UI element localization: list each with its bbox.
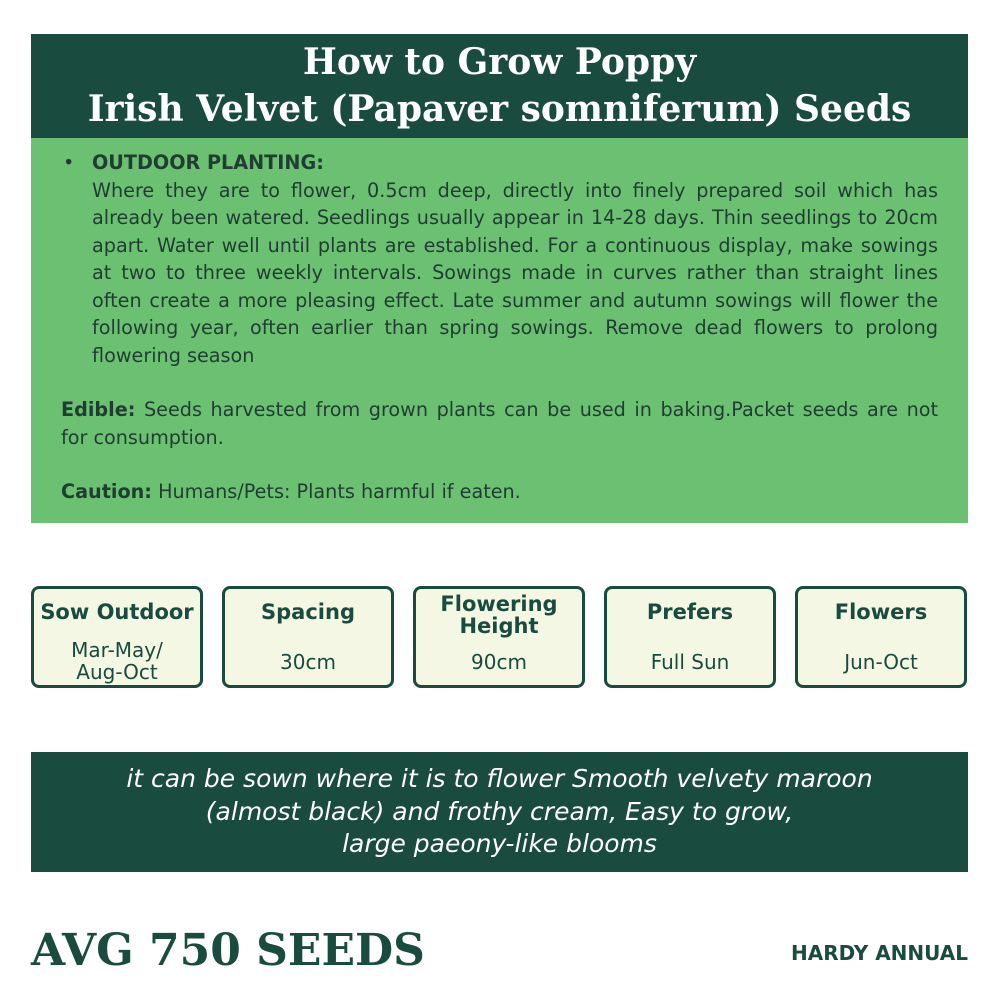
edible-note: [61, 396, 938, 451]
sow-outdoor-value-line-1: Mar-May/: [71, 638, 163, 662]
packet-title-banner: [31, 34, 968, 138]
flowering-height-card: [413, 586, 585, 688]
prefers-value: Full Sun: [650, 650, 730, 674]
seed-count: AVG 750 SEEDS: [31, 925, 425, 976]
title-line-2: Irish Velvet (Papaver somniferum) Seeds: [87, 88, 912, 130]
edible-label: Edible:: [61, 398, 136, 421]
edible-text: Seeds harvested from grown plants can be used in baking.Packet seeds are not for consumption.: [61, 398, 938, 449]
tagline-line-1: it can be sown where it is to flower Smooth velvety maroon: [126, 764, 873, 794]
caution-note: [61, 478, 938, 506]
title-line-1: How to Grow Poppy: [302, 41, 697, 83]
bullet-icon: •: [63, 151, 75, 174]
prefers-card: [604, 586, 776, 688]
growing-facts: [31, 586, 968, 690]
flowering-height-value: 90cm: [471, 650, 527, 674]
outdoor-planting-heading: OUTDOOR PLANTING:: [92, 151, 324, 174]
flowering-height-label: [416, 593, 582, 637]
sow-outdoor-card: [31, 586, 203, 688]
outdoor-planting-text: Where they are to flower, 0.5cm deep, directly into finely prepared soil which has already been watered. Seedlings usually appear in 14-28 days. Thin seedlings to 20cm apart. Water well until plants are established. For a continuous display, make sowings at two to three weekly intervals. Sowings made in curves rather than straight lines often create a more pleasing effect. Late summer and autumn sowings will flower the following year, often earlier than spring sowings. Remove dead flowers to prolong flowering season: [92, 178, 938, 367]
spacing-card: [222, 586, 394, 688]
flowers-label: Flowers: [834, 600, 928, 624]
flowering-height-label-line-2: Height: [459, 614, 539, 638]
planting-instructions: [31, 138, 968, 523]
sow-outdoor-value: [34, 639, 200, 683]
caution-label: Caution:: [61, 480, 152, 503]
tagline-line-2: (almost black) and frothy cream, Easy to grow,: [205, 796, 794, 826]
sow-outdoor-label: Sow Outdoor: [40, 600, 194, 624]
spacing-label: Spacing: [261, 600, 355, 624]
tagline-line-3: large paeony-like blooms: [342, 829, 657, 859]
description-banner: [31, 752, 968, 872]
sow-outdoor-value-line-2: Aug-Oct: [76, 660, 158, 684]
flowers-card: [795, 586, 967, 688]
prefers-label: Prefers: [646, 600, 734, 624]
spacing-value: 30cm: [280, 650, 336, 674]
caution-text: Humans/Pets: Plants harmful if eaten.: [151, 480, 521, 503]
flowering-height-label-line-1: Flowering: [440, 592, 558, 616]
flowers-value: Jun-Oct: [844, 650, 918, 674]
plant-type: HARDY ANNUAL: [790, 941, 968, 965]
